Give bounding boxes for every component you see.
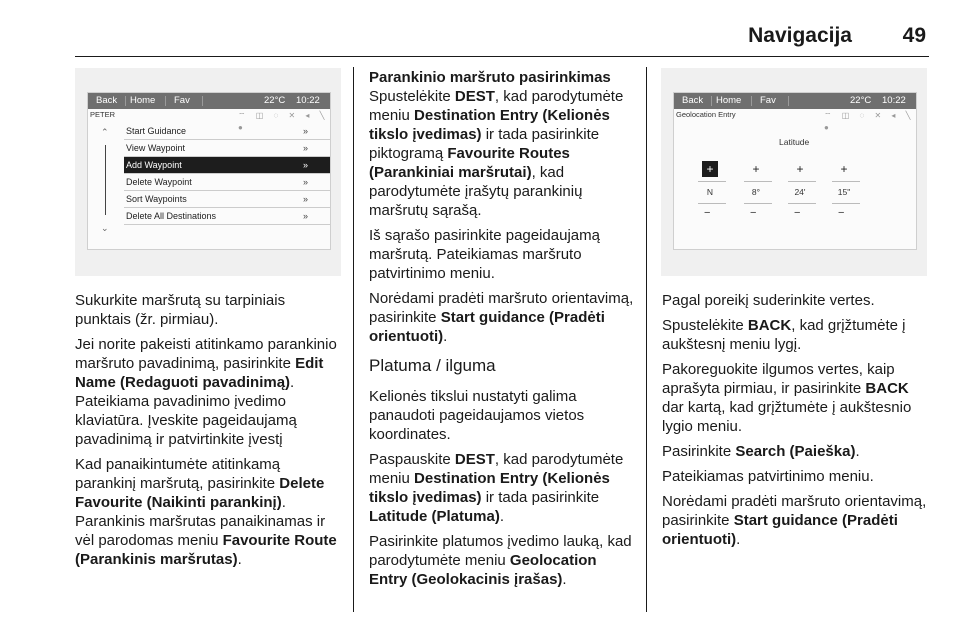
- scroll-up-icon: ⌃: [101, 127, 109, 137]
- increment-icon: +: [796, 162, 804, 176]
- paragraph: Spustelėkite BACK, kad grįžtumėte į aukštesnį meniu lygį.: [662, 317, 906, 353]
- menu-item: [124, 191, 331, 208]
- status-icons: ⌔ ◫ ◌ ✕ ◂ ╲ ●: [238, 111, 329, 132]
- chevron-right-icon: »: [302, 177, 308, 187]
- coordinate-value: 15": [837, 187, 851, 197]
- column-divider-2: [646, 67, 647, 612]
- section-heading: Platuma / ilguma: [369, 356, 496, 375]
- temperature: 22°C: [264, 95, 286, 106]
- home-button: Home: [130, 95, 156, 106]
- subheading: Parankinio maršruto pasirinkimas: [369, 69, 611, 86]
- paragraph: Sukurkite maršrutą su tarpiniais punktais (žr. pirmiau).: [75, 292, 286, 328]
- header-rule: [75, 56, 929, 57]
- menu-item-label: Sort Waypoints: [126, 194, 187, 204]
- menu-item-label: Add Waypoint: [126, 160, 182, 170]
- decrement-icon: −: [794, 207, 801, 219]
- decrement-icon: −: [704, 207, 711, 219]
- page-number: 49: [902, 24, 926, 47]
- scroll-down-icon: ⌄: [101, 223, 109, 233]
- waypoint-menu: [124, 123, 331, 225]
- latitude-label: Latitude: [779, 137, 810, 147]
- paragraph: Jei norite pakeisti atitinkamo parankinio maršruto pavadinimą, pasirinkite Edit Name (Redaguoti pavadinimą). Pateikiama pavadinimo įvedimo klaviatūra. Įveskite pageidaujamą pavadinimą ir patvirtinkite įvestį: [75, 336, 337, 448]
- home-button: Home: [716, 95, 742, 106]
- clock: 10:22: [296, 95, 320, 106]
- column-2: [369, 68, 639, 595]
- column-1: [75, 291, 345, 575]
- back-button: Back: [682, 95, 704, 106]
- temperature: 22°C: [850, 95, 872, 106]
- route-name: PETER: [90, 110, 116, 119]
- menu-item-label: Start Guidance: [126, 126, 187, 136]
- menu-item: [124, 123, 331, 140]
- paragraph: Pasirinkite platumos įvedimo lauką, kad parodytumėte meniu Geolocation Entry (Geolokacinis įrašas).: [369, 533, 632, 588]
- menu-item: [124, 174, 331, 191]
- coordinate-value: 24': [794, 187, 806, 197]
- status-icons: ⌔ ◫ ◌ ✕ ◂ ╲ ●: [824, 111, 915, 132]
- decrement-icon: −: [838, 207, 845, 219]
- screen-topbar: [88, 93, 330, 109]
- chevron-right-icon: »: [302, 194, 308, 204]
- figure-waypoint-menu: [75, 68, 341, 276]
- screen-subbar: [674, 109, 916, 132]
- paragraph: Pakoreguokite ilgumos vertes, kaip aprašyta pirmiau, ir pasirinkite BACK dar kartą, kad grįžtumėte į aukštesnio lygio meniu.: [662, 361, 912, 435]
- menu-item-label: Delete All Destinations: [126, 211, 217, 221]
- increment-icon: +: [840, 162, 848, 176]
- paragraph: Pasirinkite Search (Paieška).: [662, 443, 860, 460]
- paragraph: Norėdami pradėti maršruto orientavimą, pasirinkite Start guidance (Pradėti orientuoti).: [662, 493, 927, 548]
- increment-icon: +: [702, 161, 718, 177]
- paragraph: Kelionės tikslui nustatyti galima panaudoti pageidaujamos vietos koordinates.: [369, 388, 585, 443]
- chevron-right-icon: »: [302, 126, 308, 136]
- paragraph: Spustelėkite DEST, kad parodytumėte meniu Destination Entry (Kelionės tikslo įvedimas) ir tada pasirinkite piktogramą Favourite Routes (Parankiniai maršrutai), kad parodytumėte įrašytų parankinių maršrutų sąrašą.: [369, 88, 624, 219]
- scrollbar: [100, 127, 112, 237]
- paragraph: Pagal poreikį suderinkite vertes.: [662, 292, 875, 309]
- clock: 10:22: [882, 95, 906, 106]
- paragraph: Iš sąrašo pasirinkite pageidaujamą maršrutą. Pateikiamas maršruto patvirtinimo meniu.: [369, 227, 600, 282]
- menu-item: [124, 208, 331, 225]
- paragraph: Pateikiamas patvirtinimo meniu.: [662, 468, 874, 485]
- geolocation-title: Geolocation Entry: [676, 110, 736, 119]
- menu-item: [124, 140, 331, 157]
- menu-item-label: View Waypoint: [126, 143, 186, 153]
- screen-waypoint-menu: [87, 92, 331, 250]
- fav-button: Fav: [174, 95, 190, 106]
- paragraph: Paspauskite DEST, kad parodytumėte meniu Destination Entry (Kelionės tikslo įvedimas) ir tada pasirinkite Latitude (Platuma).: [369, 451, 624, 525]
- increment-icon: +: [752, 162, 760, 176]
- column-3: [662, 291, 932, 555]
- chevron-right-icon: »: [302, 211, 308, 221]
- paragraph: Kad panaikintumėte atitinkamą parankinį maršrutą, pasirinkite Delete Favourite (Naikinti parankinį). Parankinis maršrutas panaikinamas ir vėl parodomas meniu Favourite Route (Parankinis maršrutas).: [75, 456, 337, 568]
- page-title: Navigacija: [748, 24, 852, 47]
- chevron-right-icon: »: [302, 143, 308, 153]
- screen-geolocation-entry: [673, 92, 917, 250]
- figure-geolocation-entry: [661, 68, 927, 276]
- coordinate-value: 8°: [751, 187, 761, 197]
- paragraph: Norėdami pradėti maršruto orientavimą, pasirinkite Start guidance (Pradėti orientuoti).: [369, 290, 634, 345]
- menu-item-label: Delete Waypoint: [126, 177, 192, 187]
- decrement-icon: −: [750, 207, 757, 219]
- column-divider-1: [353, 67, 354, 612]
- screen-topbar: [674, 93, 916, 109]
- chevron-right-icon: »: [302, 160, 308, 170]
- coordinate-value: N: [706, 187, 714, 197]
- fav-button: Fav: [760, 95, 776, 106]
- menu-item: [124, 157, 331, 174]
- page-header: [0, 0, 960, 58]
- back-button: Back: [96, 95, 118, 106]
